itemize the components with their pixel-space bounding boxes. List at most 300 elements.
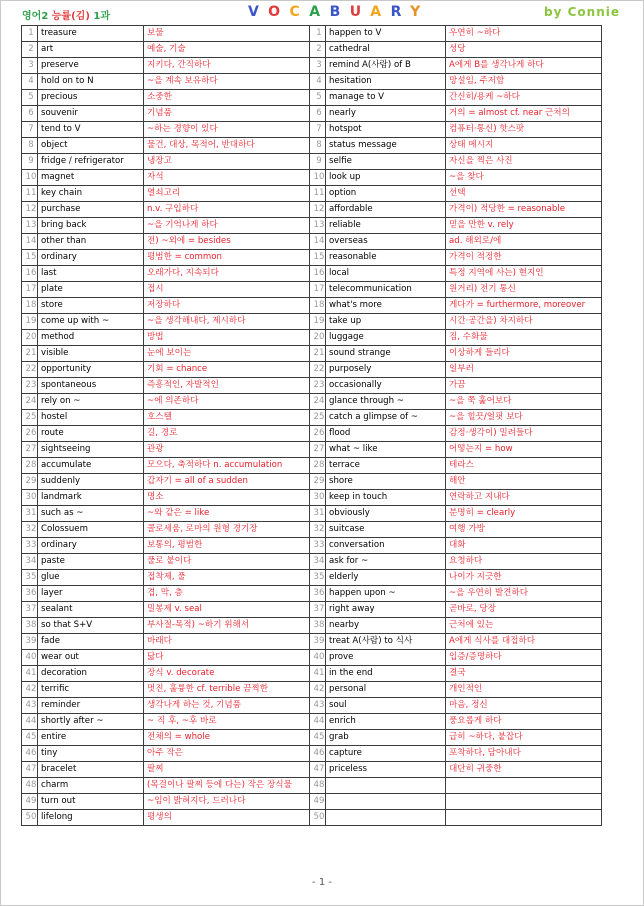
right-meaning: 일부러 <box>446 362 602 378</box>
left-word: come up with ~ <box>38 314 144 330</box>
left-word: hostel <box>38 410 144 426</box>
left-number: 15 <box>22 250 38 266</box>
vocab-row <box>22 218 602 234</box>
left-word: method <box>38 330 144 346</box>
vocab-row <box>22 666 602 682</box>
left-number: 45 <box>22 730 38 746</box>
right-meaning: 짐, 수화물 <box>446 330 602 346</box>
left-word: wear out <box>38 650 144 666</box>
author-label: by Connie <box>544 5 620 19</box>
right-word: look up <box>326 170 446 186</box>
right-word: remind A(사람) of B <box>326 58 446 74</box>
left-meaning: 생각나게 하는 것, 기념품 <box>144 698 310 714</box>
vocab-row <box>22 762 602 778</box>
right-word: in the end <box>326 666 446 682</box>
left-meaning: 보통의, 평범한 <box>144 538 310 554</box>
left-word: suddenly <box>38 474 144 490</box>
right-number: 13 <box>310 218 326 234</box>
right-number: 22 <box>310 362 326 378</box>
vocab-row <box>22 90 602 106</box>
right-meaning <box>446 810 602 826</box>
right-number: 6 <box>310 106 326 122</box>
left-number: 23 <box>22 378 38 394</box>
right-meaning: 대화 <box>446 538 602 554</box>
left-meaning: 멋진, 훌륭한 cf. terrible 끔찍한 <box>144 682 310 698</box>
right-number: 2 <box>310 42 326 58</box>
left-number: 10 <box>22 170 38 186</box>
right-meaning: 원거리) 전기 통신 <box>446 282 602 298</box>
page-number: - 1 - <box>312 877 332 888</box>
right-word: telecommunication <box>326 282 446 298</box>
right-number: 5 <box>310 90 326 106</box>
vocab-row <box>22 410 602 426</box>
right-word: sound strange <box>326 346 446 362</box>
left-number: 44 <box>22 714 38 730</box>
course-prefix: 영어2 <box>22 11 49 22</box>
left-meaning: 평범한 = common <box>144 250 310 266</box>
left-word: souvenir <box>38 106 144 122</box>
left-word: paste <box>38 554 144 570</box>
right-word: nearly <box>326 106 446 122</box>
left-word: other than <box>38 234 144 250</box>
vocab-row <box>22 234 602 250</box>
right-word: what's more <box>326 298 446 314</box>
left-word: Colossuem <box>38 522 144 538</box>
left-meaning: 방법 <box>144 330 310 346</box>
right-word: selfie <box>326 154 446 170</box>
right-meaning: 풍요롭게 하다 <box>446 714 602 730</box>
left-meaning: ~와 같은 = like <box>144 506 310 522</box>
vocabulary-table <box>21 25 602 826</box>
left-number: 8 <box>22 138 38 154</box>
title-letter: Y <box>410 4 430 20</box>
vocab-row <box>22 506 602 522</box>
right-word: grab <box>326 730 446 746</box>
right-meaning: 테라스 <box>446 458 602 474</box>
left-word: magnet <box>38 170 144 186</box>
left-number: 13 <box>22 218 38 234</box>
left-number: 26 <box>22 426 38 442</box>
right-number: 3 <box>310 58 326 74</box>
right-number: 19 <box>310 314 326 330</box>
vocab-row <box>22 474 602 490</box>
left-meaning: 바래다 <box>144 634 310 650</box>
vocab-row <box>22 74 602 90</box>
right-word: priceless <box>326 762 446 778</box>
right-number: 27 <box>310 442 326 458</box>
right-word: occasionally <box>326 378 446 394</box>
left-meaning: 지키다, 간직하다 <box>144 58 310 74</box>
vocab-row <box>22 570 602 586</box>
right-meaning: 자신을 찍은 사진 <box>446 154 602 170</box>
left-meaning: 관광 <box>144 442 310 458</box>
right-number: 40 <box>310 650 326 666</box>
vocab-row <box>22 538 602 554</box>
right-meaning: A에게 식사를 대접하다 <box>446 634 602 650</box>
left-word: reminder <box>38 698 144 714</box>
left-meaning: 소중한 <box>144 90 310 106</box>
vocab-row <box>22 122 602 138</box>
left-word: terrific <box>38 682 144 698</box>
right-number: 32 <box>310 522 326 538</box>
right-meaning: 어떻는지 = how <box>446 442 602 458</box>
right-number: 50 <box>310 810 326 826</box>
right-number: 38 <box>310 618 326 634</box>
left-number: 14 <box>22 234 38 250</box>
right-word <box>326 810 446 826</box>
left-number: 20 <box>22 330 38 346</box>
right-meaning: 선택 <box>446 186 602 202</box>
left-number: 29 <box>22 474 38 490</box>
right-word: take up <box>326 314 446 330</box>
left-meaning: 저장하다 <box>144 298 310 314</box>
right-meaning: 이상하게 들리다 <box>446 346 602 362</box>
right-meaning <box>446 794 602 810</box>
right-word: hotspot <box>326 122 446 138</box>
left-meaning: 보물 <box>144 26 310 42</box>
right-meaning: 컴퓨터·통신) 핫스팟 <box>446 122 602 138</box>
vocab-row <box>22 42 602 58</box>
left-meaning: 콜로세움, 로마의 원형 경기장 <box>144 522 310 538</box>
title-letter: V <box>248 4 269 20</box>
left-number: 19 <box>22 314 38 330</box>
left-meaning: 오래가다, 지속되다 <box>144 266 310 282</box>
right-number: 7 <box>310 122 326 138</box>
right-word <box>326 778 446 794</box>
vocab-row <box>22 154 602 170</box>
right-word: elderly <box>326 570 446 586</box>
right-meaning: 망설임, 주저함 <box>446 74 602 90</box>
left-word: sealant <box>38 602 144 618</box>
left-word: glue <box>38 570 144 586</box>
left-meaning: 열쇠고리 <box>144 186 310 202</box>
right-number: 9 <box>310 154 326 170</box>
right-meaning: 개인적인 <box>446 682 602 698</box>
right-meaning: 믿을 만한 v. rely <box>446 218 602 234</box>
right-meaning: 상태 메시지 <box>446 138 602 154</box>
vocab-row <box>22 346 602 362</box>
left-number: 32 <box>22 522 38 538</box>
vocab-row <box>22 794 602 810</box>
vocab-row <box>22 170 602 186</box>
left-number: 50 <box>22 810 38 826</box>
right-number: 18 <box>310 298 326 314</box>
right-meaning: 우연히 ~하다 <box>446 26 602 42</box>
left-meaning: 평생의 <box>144 810 310 826</box>
left-number: 7 <box>22 122 38 138</box>
right-meaning: 가격이) 적당한 = reasonable <box>446 202 602 218</box>
right-word: ask for ~ <box>326 554 446 570</box>
left-word: art <box>38 42 144 58</box>
vocab-row <box>22 266 602 282</box>
left-word: lifelong <box>38 810 144 826</box>
right-number: 29 <box>310 474 326 490</box>
title-letter: U <box>349 4 371 20</box>
left-word: spontaneous <box>38 378 144 394</box>
left-meaning: 모으다, 축적하다 n. accumulation <box>144 458 310 474</box>
right-word: prove <box>326 650 446 666</box>
left-number: 37 <box>22 602 38 618</box>
right-number: 26 <box>310 426 326 442</box>
right-word: purposely <box>326 362 446 378</box>
right-word: happen to V <box>326 26 446 42</box>
left-meaning: ~임이 밝혀지다, 드러나다 <box>144 794 310 810</box>
left-word: charm <box>38 778 144 794</box>
right-number: 39 <box>310 634 326 650</box>
left-meaning: 팔찌 <box>144 762 310 778</box>
left-word: accumulate <box>38 458 144 474</box>
right-number: 4 <box>310 74 326 90</box>
right-meaning: 대단히 귀중한 <box>446 762 602 778</box>
right-meaning: 여행 가방 <box>446 522 602 538</box>
left-meaning: 갑자기 = all of a sudden <box>144 474 310 490</box>
left-meaning: 눈에 보이는 <box>144 346 310 362</box>
left-word: route <box>38 426 144 442</box>
course-name: 능률(김) <box>51 11 90 22</box>
left-number: 12 <box>22 202 38 218</box>
left-meaning: 물건, 대상, 목적어, 반대하다 <box>144 138 310 154</box>
left-word: object <box>38 138 144 154</box>
right-number: 31 <box>310 506 326 522</box>
vocab-row <box>22 58 602 74</box>
right-word: personal <box>326 682 446 698</box>
left-word: last <box>38 266 144 282</box>
right-number: 46 <box>310 746 326 762</box>
right-number: 35 <box>310 570 326 586</box>
vocab-row <box>22 618 602 634</box>
vocab-row <box>22 298 602 314</box>
right-meaning: 곧바로, 당장 <box>446 602 602 618</box>
left-word: so that S+V <box>38 618 144 634</box>
right-number: 34 <box>310 554 326 570</box>
left-meaning: (목걸이나 팔찌 등에 다는) 작은 장식물 <box>144 778 310 794</box>
left-word: such as ~ <box>38 506 144 522</box>
vocab-row <box>22 698 602 714</box>
left-meaning: 겹, 막, 층 <box>144 586 310 602</box>
left-word: fridge / refrigerator <box>38 154 144 170</box>
vocab-row <box>22 250 602 266</box>
left-word: visible <box>38 346 144 362</box>
vocab-row <box>22 378 602 394</box>
left-meaning: 명소 <box>144 490 310 506</box>
left-number: 43 <box>22 698 38 714</box>
vocab-row <box>22 730 602 746</box>
right-number: 48 <box>310 778 326 794</box>
vocab-row <box>22 442 602 458</box>
left-meaning: 풀로 붙이다 <box>144 554 310 570</box>
right-number: 20 <box>310 330 326 346</box>
lesson-label: 1과 <box>93 11 110 22</box>
vocab-row <box>22 714 602 730</box>
right-meaning: 가격이 적정한 <box>446 250 602 266</box>
right-number: 41 <box>310 666 326 682</box>
right-word: keep in touch <box>326 490 446 506</box>
right-meaning: 분명히 = clearly <box>446 506 602 522</box>
right-word: nearby <box>326 618 446 634</box>
right-number: 44 <box>310 714 326 730</box>
left-word: fade <box>38 634 144 650</box>
right-meaning: 근처에 있는 <box>446 618 602 634</box>
vocab-row <box>22 522 602 538</box>
right-word: overseas <box>326 234 446 250</box>
left-meaning: 밀봉제 v. seal <box>144 602 310 618</box>
left-word: shortly after ~ <box>38 714 144 730</box>
right-number: 36 <box>310 586 326 602</box>
right-number: 23 <box>310 378 326 394</box>
vocab-row <box>22 26 602 42</box>
right-word: hesitation <box>326 74 446 90</box>
right-word: option <box>326 186 446 202</box>
right-meaning: 특정 지역에 사는) 현지인 <box>446 266 602 282</box>
left-meaning: 기회 = chance <box>144 362 310 378</box>
vocab-row <box>22 602 602 618</box>
left-meaning: 길, 경로 <box>144 426 310 442</box>
vocab-row <box>22 202 602 218</box>
title-letter: C <box>289 4 310 20</box>
left-meaning: 부사절-목적) ~하기 위해서 <box>144 618 310 634</box>
title-letter: A <box>370 4 391 20</box>
right-meaning: 간신히/용케 ~하다 <box>446 90 602 106</box>
left-word: tiny <box>38 746 144 762</box>
right-number: 16 <box>310 266 326 282</box>
right-meaning: ad. 해외로/에 <box>446 234 602 250</box>
left-meaning: 예술, 기술 <box>144 42 310 58</box>
right-meaning: 입증/증명하다 <box>446 650 602 666</box>
left-word: opportunity <box>38 362 144 378</box>
right-word: affordable <box>326 202 446 218</box>
right-number: 49 <box>310 794 326 810</box>
left-word: layer <box>38 586 144 602</box>
left-meaning: 접시 <box>144 282 310 298</box>
right-meaning: ~을 우연히 발견하다 <box>446 586 602 602</box>
left-number: 35 <box>22 570 38 586</box>
left-word: hold on to N <box>38 74 144 90</box>
left-word: rely on ~ <box>38 394 144 410</box>
left-number: 2 <box>22 42 38 58</box>
right-number: 15 <box>310 250 326 266</box>
right-meaning: 급히 ~하다, 붙잡다 <box>446 730 602 746</box>
vocab-row <box>22 138 602 154</box>
right-number: 10 <box>310 170 326 186</box>
left-number: 47 <box>22 762 38 778</box>
left-number: 11 <box>22 186 38 202</box>
right-word: reasonable <box>326 250 446 266</box>
right-word: obviously <box>326 506 446 522</box>
right-word <box>326 794 446 810</box>
left-word: decoration <box>38 666 144 682</box>
left-number: 38 <box>22 618 38 634</box>
right-word: capture <box>326 746 446 762</box>
right-meaning: ~을 쭉 훑어보다 <box>446 394 602 410</box>
left-number: 21 <box>22 346 38 362</box>
vocab-row <box>22 362 602 378</box>
right-meaning: 가끔 <box>446 378 602 394</box>
right-word: catch a glimpse of ~ <box>326 410 446 426</box>
left-number: 34 <box>22 554 38 570</box>
right-number: 25 <box>310 410 326 426</box>
right-meaning: 시간·공간을) 차지하다 <box>446 314 602 330</box>
right-number: 28 <box>310 458 326 474</box>
left-number: 4 <box>22 74 38 90</box>
left-meaning: 호스텔 <box>144 410 310 426</box>
right-word: cathedral <box>326 42 446 58</box>
right-word: glance through ~ <box>326 394 446 410</box>
right-meaning: 포착하다, 담아내다 <box>446 746 602 762</box>
left-number: 39 <box>22 634 38 650</box>
right-number: 17 <box>310 282 326 298</box>
vocab-row <box>22 106 602 122</box>
right-number: 11 <box>310 186 326 202</box>
right-number: 14 <box>310 234 326 250</box>
right-meaning: 게다가 = furthermore, moreover <box>446 298 602 314</box>
left-number: 27 <box>22 442 38 458</box>
left-word: landmark <box>38 490 144 506</box>
left-number: 24 <box>22 394 38 410</box>
right-number: 43 <box>310 698 326 714</box>
right-meaning: 나이가 지긋한 <box>446 570 602 586</box>
vocab-row <box>22 458 602 474</box>
right-number: 24 <box>310 394 326 410</box>
left-number: 48 <box>22 778 38 794</box>
right-meaning: 연락하고 지내다 <box>446 490 602 506</box>
left-number: 31 <box>22 506 38 522</box>
vocab-row <box>22 682 602 698</box>
left-meaning: 전) ~외에 = besides <box>144 234 310 250</box>
left-word: sightseeing <box>38 442 144 458</box>
left-number: 41 <box>22 666 38 682</box>
left-meaning: n.v. 구입하다 <box>144 202 310 218</box>
vocab-row <box>22 778 602 794</box>
course-info <box>22 7 110 22</box>
left-word: ordinary <box>38 538 144 554</box>
right-number: 42 <box>310 682 326 698</box>
left-meaning: 장식 v. decorate <box>144 666 310 682</box>
left-number: 49 <box>22 794 38 810</box>
right-meaning: 성당 <box>446 42 602 58</box>
vocab-row <box>22 314 602 330</box>
title-letter: A <box>309 4 330 20</box>
right-word: manage to V <box>326 90 446 106</box>
left-meaning: 즉흥적인, 자발적인 <box>144 378 310 394</box>
right-meaning <box>446 778 602 794</box>
left-number: 40 <box>22 650 38 666</box>
left-number: 42 <box>22 682 38 698</box>
left-word: turn out <box>38 794 144 810</box>
right-meaning: ~을 힐끗/얼핏 보다 <box>446 410 602 426</box>
left-meaning: 자석 <box>144 170 310 186</box>
right-word: reliable <box>326 218 446 234</box>
vocab-row <box>22 490 602 506</box>
vocab-row <box>22 554 602 570</box>
left-meaning: 아주 작은 <box>144 746 310 762</box>
left-word: bring back <box>38 218 144 234</box>
left-meaning: ~을 기억나게 하다 <box>144 218 310 234</box>
right-word: enrich <box>326 714 446 730</box>
right-word: local <box>326 266 446 282</box>
right-number: 47 <box>310 762 326 778</box>
left-word: ordinary <box>38 250 144 266</box>
right-number: 1 <box>310 26 326 42</box>
right-meaning: A에게 B를 생각나게 하다 <box>446 58 602 74</box>
title-letter: O <box>268 4 290 20</box>
vocab-row <box>22 330 602 346</box>
left-number: 33 <box>22 538 38 554</box>
left-number: 1 <box>22 26 38 42</box>
left-word: plate <box>38 282 144 298</box>
right-word: happen upon ~ <box>326 586 446 602</box>
vocab-row <box>22 426 602 442</box>
right-word: terrace <box>326 458 446 474</box>
